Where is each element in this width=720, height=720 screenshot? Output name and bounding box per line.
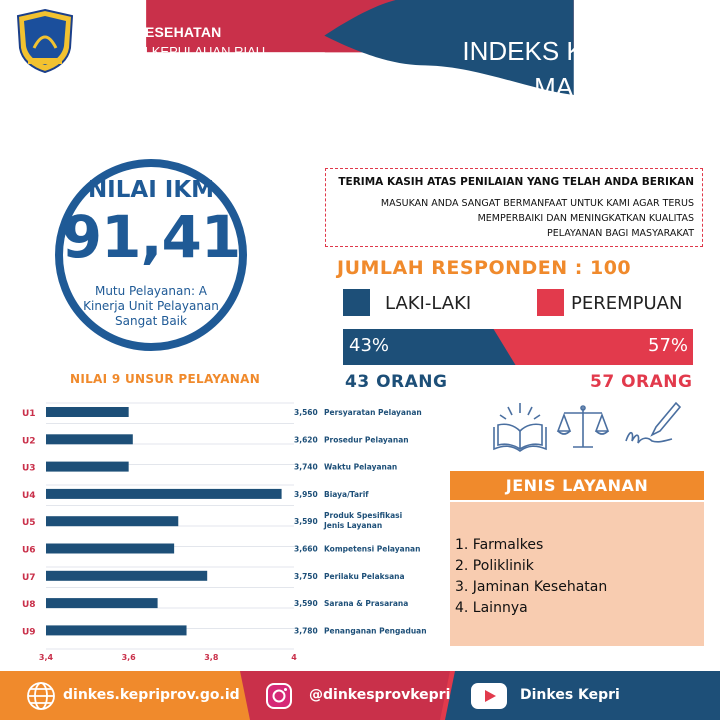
category-label: U7: [22, 572, 36, 583]
list-item: 4. Lainnya: [455, 600, 528, 616]
value-label: 3,560: [294, 408, 318, 417]
list-item: 3. Jaminan Kesehatan: [455, 579, 608, 595]
unsur-label: Produk Spesifikasi: [324, 511, 403, 521]
bar: [46, 625, 187, 635]
x-tick-label: 3,8: [204, 653, 219, 662]
unsur-label: Biaya/Tarif: [324, 489, 369, 499]
x-tick-label: 4: [291, 653, 297, 662]
category-label: U4: [22, 490, 36, 501]
value-label: 3,750: [294, 571, 318, 581]
list-item: 1. Farmalkes: [455, 537, 544, 553]
category-label: U8: [22, 600, 36, 611]
instagram-handle[interactable]: @dinkesprovkepri: [309, 687, 451, 703]
value-label: 3,590: [294, 517, 318, 527]
title-line: MASYARAKAT: [534, 72, 708, 102]
male-legend-swatch: [343, 289, 370, 316]
female-percent: 57%: [648, 335, 689, 356]
org-name: DINAS KESEHATAN: [86, 24, 222, 40]
bar: [46, 598, 158, 608]
unsur-label: Waktu Pelayanan: [324, 462, 398, 472]
youtube-channel[interactable]: Dinkes Kepri: [520, 687, 620, 703]
bar: [46, 407, 129, 417]
unsur-label: Penanganan Pengaduan: [324, 626, 427, 636]
x-tick-label: 3,4: [38, 653, 54, 662]
category-label: U9: [22, 627, 36, 638]
value-label: 3,780: [294, 626, 318, 636]
ikm-description: Mutu Pelayanan: A Kinerja Unit Pelayanan Sangat Baik: [83, 284, 219, 328]
bar: [46, 462, 129, 472]
unsur-label: Prosedur Pelayanan: [324, 435, 409, 445]
list-item: 2. Poliklinik: [455, 558, 534, 574]
title-line: INDEKS KEPUASAN: [462, 36, 708, 66]
unsur-bar-chart: [0, 397, 440, 667]
org-province: PROVINSI KEPULAUAN RIAU: [86, 44, 266, 59]
instagram-icon: [264, 681, 294, 711]
category-label: U6: [22, 545, 36, 556]
value-label: 3,740: [294, 462, 318, 472]
female-count: 57 ORANG: [590, 372, 693, 392]
category-label: U3: [22, 463, 36, 474]
bar: [46, 571, 207, 581]
thanks-box: [325, 168, 703, 247]
bar: [46, 489, 282, 499]
services-list: [450, 502, 704, 646]
value-label: 3,660: [294, 544, 318, 554]
male-legend-label: LAKI-LAKI: [385, 293, 472, 314]
thanks-line: PELAYANAN BAGI MASYARAKAT: [547, 228, 694, 239]
thanks-title: TERIMA KASIH ATAS PENILAIAN YANG TELAH ANDA BERIKAN: [338, 176, 694, 188]
bar: [46, 544, 174, 554]
services-heading: JENIS LAYANAN: [450, 471, 704, 500]
unsur-label: Sarana & Prasarana: [324, 599, 409, 609]
chart-title: NILAI 9 UNSUR PELAYANAN: [70, 372, 261, 386]
unsur-label: Jenis Layanan: [324, 521, 383, 531]
category-label: U2: [22, 436, 36, 447]
thanks-line: MEMPERBAIKI DAN MENINGKATKAN KUALITAS: [477, 213, 694, 224]
male-percent: 43%: [349, 335, 390, 356]
x-tick-label: 3,6: [121, 653, 136, 662]
ikm-label: NILAI IKM: [87, 177, 215, 203]
page-title: [408, 33, 708, 141]
unsur-label: Persyaratan Pelayanan: [324, 408, 422, 417]
website-link[interactable]: dinkes.kepriprov.go.id: [63, 687, 240, 703]
value-label: 3,590: [294, 599, 318, 609]
female-legend-label: PEREMPUAN: [571, 293, 683, 314]
unsur-label: Kompetensi Pelayanan: [324, 544, 421, 554]
signature-pen-icon: [622, 401, 682, 451]
thanks-line: MASUKAN ANDA SANGAT BERMANFAAT UNTUK KAMI AGAR TERUS: [380, 198, 694, 209]
scales-icon: [556, 403, 610, 453]
open-book-icon: [490, 399, 550, 457]
unsur-label: Perilaku Pelaksana: [324, 571, 405, 581]
respondent-title: JUMLAH RESPONDEN : 100: [337, 257, 632, 279]
youtube-icon: [471, 683, 507, 709]
value-label: 3,620: [294, 435, 318, 445]
category-label: U1: [22, 409, 36, 419]
ikm-value: 91,41: [61, 203, 241, 271]
female-legend-swatch: [537, 289, 564, 316]
category-label: U5: [22, 518, 36, 529]
bar: [46, 434, 133, 444]
male-count: 43 ORANG: [345, 372, 448, 392]
title-line: TAHUN 2025: [555, 108, 708, 138]
bar: [46, 516, 178, 526]
value-label: 3,950: [294, 489, 318, 499]
gender-split-bar: [343, 329, 693, 365]
globe-icon: [26, 681, 56, 711]
emblem-logo: [14, 8, 76, 74]
